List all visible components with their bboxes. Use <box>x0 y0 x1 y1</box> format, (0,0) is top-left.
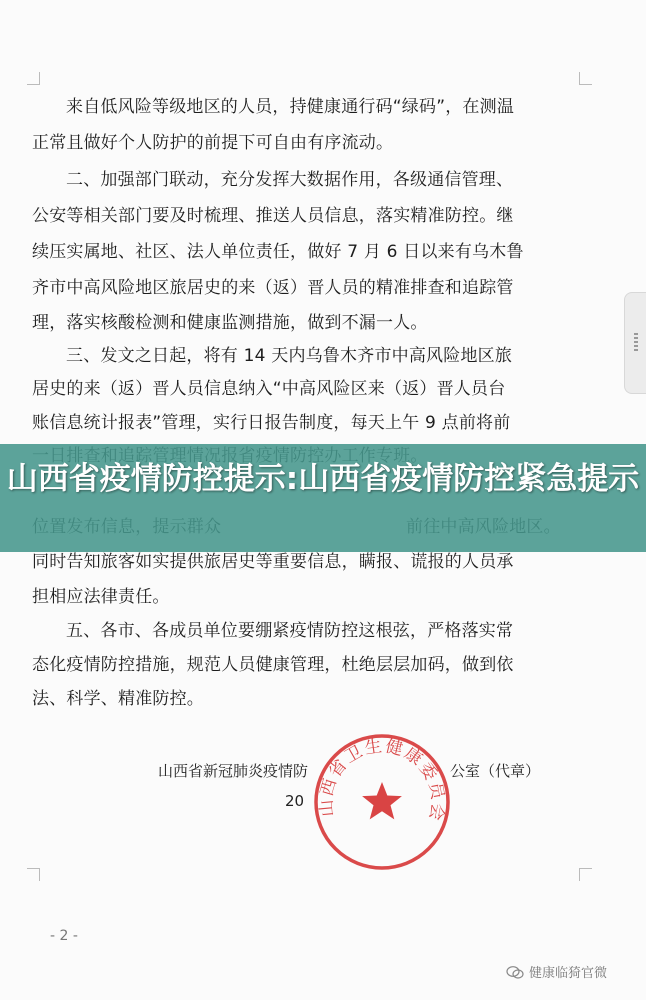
doc-line: 五、各市、各成员单位要绷紧疫情防控这根弦，严格落实常 <box>66 621 514 641</box>
signature-suffix: 公室（代章） <box>450 762 541 780</box>
official-seal-icon <box>312 732 452 872</box>
side-scroll-handle[interactable] <box>624 292 646 394</box>
doc-line: 账信息统计报表”管理，实行日报告制度，每天上午 9 点前将前 <box>32 413 511 433</box>
grip-icon <box>634 333 638 351</box>
doc-line: 三、发文之日起，将有 14 天内乌鲁木齐市中高风险地区旅 <box>66 346 513 366</box>
document-date: 20 <box>285 792 305 810</box>
doc-line: 法、科学、精准防控。 <box>32 689 204 709</box>
doc-line: 担相应法律责任。 <box>32 587 170 607</box>
doc-line: 理，落实核酸检测和健康监测措施，做到不漏一人。 <box>32 313 428 333</box>
page-number: - 2 - <box>50 928 78 944</box>
doc-line: 态化疫情防控措施，规范人员健康管理，杜绝层层加码，做到依 <box>32 655 514 675</box>
doc-line: 来自低风险等级地区的人员，持健康通行码“绿码”，在测温 <box>66 97 515 117</box>
doc-line: 齐市中高风险地区旅居史的来（返）晋人员的精准排查和追踪管 <box>32 278 514 298</box>
wechat-icon <box>506 966 524 979</box>
corner-mark <box>579 72 592 85</box>
account-watermark <box>506 962 607 981</box>
banner-title: 山西省疫情防控提示:山西省疫情防控紧急提示 <box>6 461 640 497</box>
corner-mark <box>27 72 40 85</box>
seal-text: 山西省卫生健康委员会 <box>316 736 448 824</box>
signature-org: 山西省新冠肺炎疫情防 <box>158 762 309 780</box>
corner-mark <box>27 868 40 881</box>
doc-line: 公安等相关部门要及时梳理、推送人员信息，落实精准防控。继 <box>32 206 514 226</box>
doc-line: 续压实属地、社区、法人单位责任，做好 7 月 6 日以来有乌木鲁 <box>32 242 524 262</box>
watermark-text: 健康临猗官微 <box>529 966 608 981</box>
doc-line: 正常且做好个人防护的前提下可自由有序流动。 <box>32 133 394 153</box>
doc-line: 居史的来（返）晋人员信息纳入“中高风险区来（返）晋人员台 <box>32 379 506 399</box>
doc-line: 同时告知旅客如实提供旅居史等重要信息，瞒报、谎报的人员承 <box>32 552 514 572</box>
corner-mark <box>579 868 592 881</box>
doc-line: 二、加强部门联动，充分发挥大数据作用，各级通信管理、 <box>66 170 514 190</box>
